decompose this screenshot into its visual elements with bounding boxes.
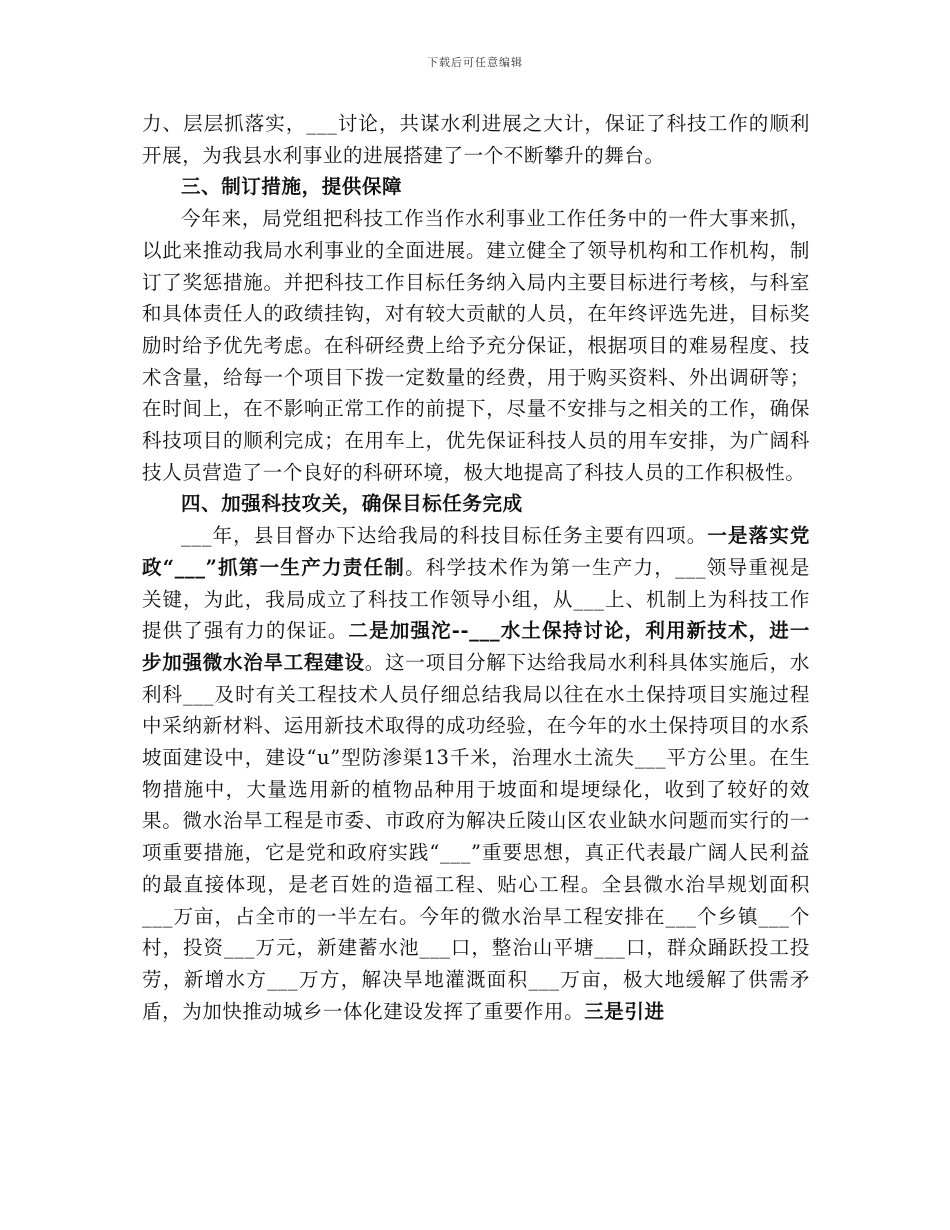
bold-run-point-1: 一是落实党政“___”抓第一生产力责任制 xyxy=(142,524,810,579)
section-heading-4: 四、加强科技攻关，确保目标任务完成 xyxy=(181,492,523,516)
text-run: 。科学技术作为第一生产力，___领导重视是关键，为此，我局成立了科技工作领导小组，从___上、机制上为科技工作提供了强有力的保证。 xyxy=(142,555,810,643)
text-run: ___年，县目督办下达给我局的科技目标任务主要有四项。 xyxy=(181,524,708,548)
section-heading-3: 三、制订措施，提供保障 xyxy=(181,175,403,199)
text-run: 。这一项目分解下达给我局水利科具体实施后，水利科___及时有关工程技术人员仔细总结我局以往在水土保持项目实施过程中采纳新材料、运用新技术取得的成功经验，在今年的水土保持项目的水系坡面建设中，建设“u”型防渗渠13千米，治理水土流失___平方公里。在生物措施中，大量选用新的植物品种用于坡面和堤埂绿化，收到了较好的效果。微水治旱工程是市委、市政府为解决丘陵山区农业缺水问题而实行的一项重要措施，它是党和政府实践“___”重要思想，真正代表最广阔人民利益的最直接体现，是老百姓的造福工程、贴心工程。全县微水治旱规划面积___万亩，占全市的一半左右。今年的微水治旱工程安排在___个乡镇___个村，投资___万元，新建蓄水池___口，整治山平塘___口，群众踊跃投工投劳，新增水方___万方，解决旱地灌溉面积___万亩，极大地缓解了供需矛盾，为加快推动城乡一体化建设发挥了重要作用。 xyxy=(142,650,810,1023)
section-3-paragraph: 今年来，局党组把科技工作当作水利事业工作任务中的一件大事来抓，以此来推动我局水利事业的全面进展。建立健全了领导机构和工作机构，制订了奖惩措施。并把科技工作目标任务纳入局内主要目标进行考核，与科室和具体责任人的政绩挂钩，对有较大贡献的人员，在年终评选先进，目标奖励时给予优先考虑。在科研经费上给予充分保证，根据项目的难易程度、技术含量，给每一个项目下拨一定数量的经费，用于购买资料、外出调研等；在时间上，在不影响正常工作的前提下，尽量不安排与之相关的工作，确保科技项目的顺利完成；在用车上，优先保证科技人员的用车安排，为广阔科技人员营造了一个良好的科研环境，极大地提高了科技人员的工作积极性。 xyxy=(142,207,810,484)
bold-run-point-2: 二是加强沱--___水土保持讨论，利用新技术，进一步加强微水治旱工程建设 xyxy=(142,619,810,674)
bold-run-point-3: 三是引进 xyxy=(584,999,665,1023)
section-4-paragraph xyxy=(142,520,810,1027)
page-header: 下载后可任意编辑 xyxy=(427,56,523,69)
paragraph-continuation: 力、层层抓落实，___讨论，共谋水利进展之大计，保证了科技工作的顺利开展，为我县水利事业的进展搭建了一个不断攀升的舞台。 xyxy=(142,112,810,167)
document-body xyxy=(142,108,810,1027)
